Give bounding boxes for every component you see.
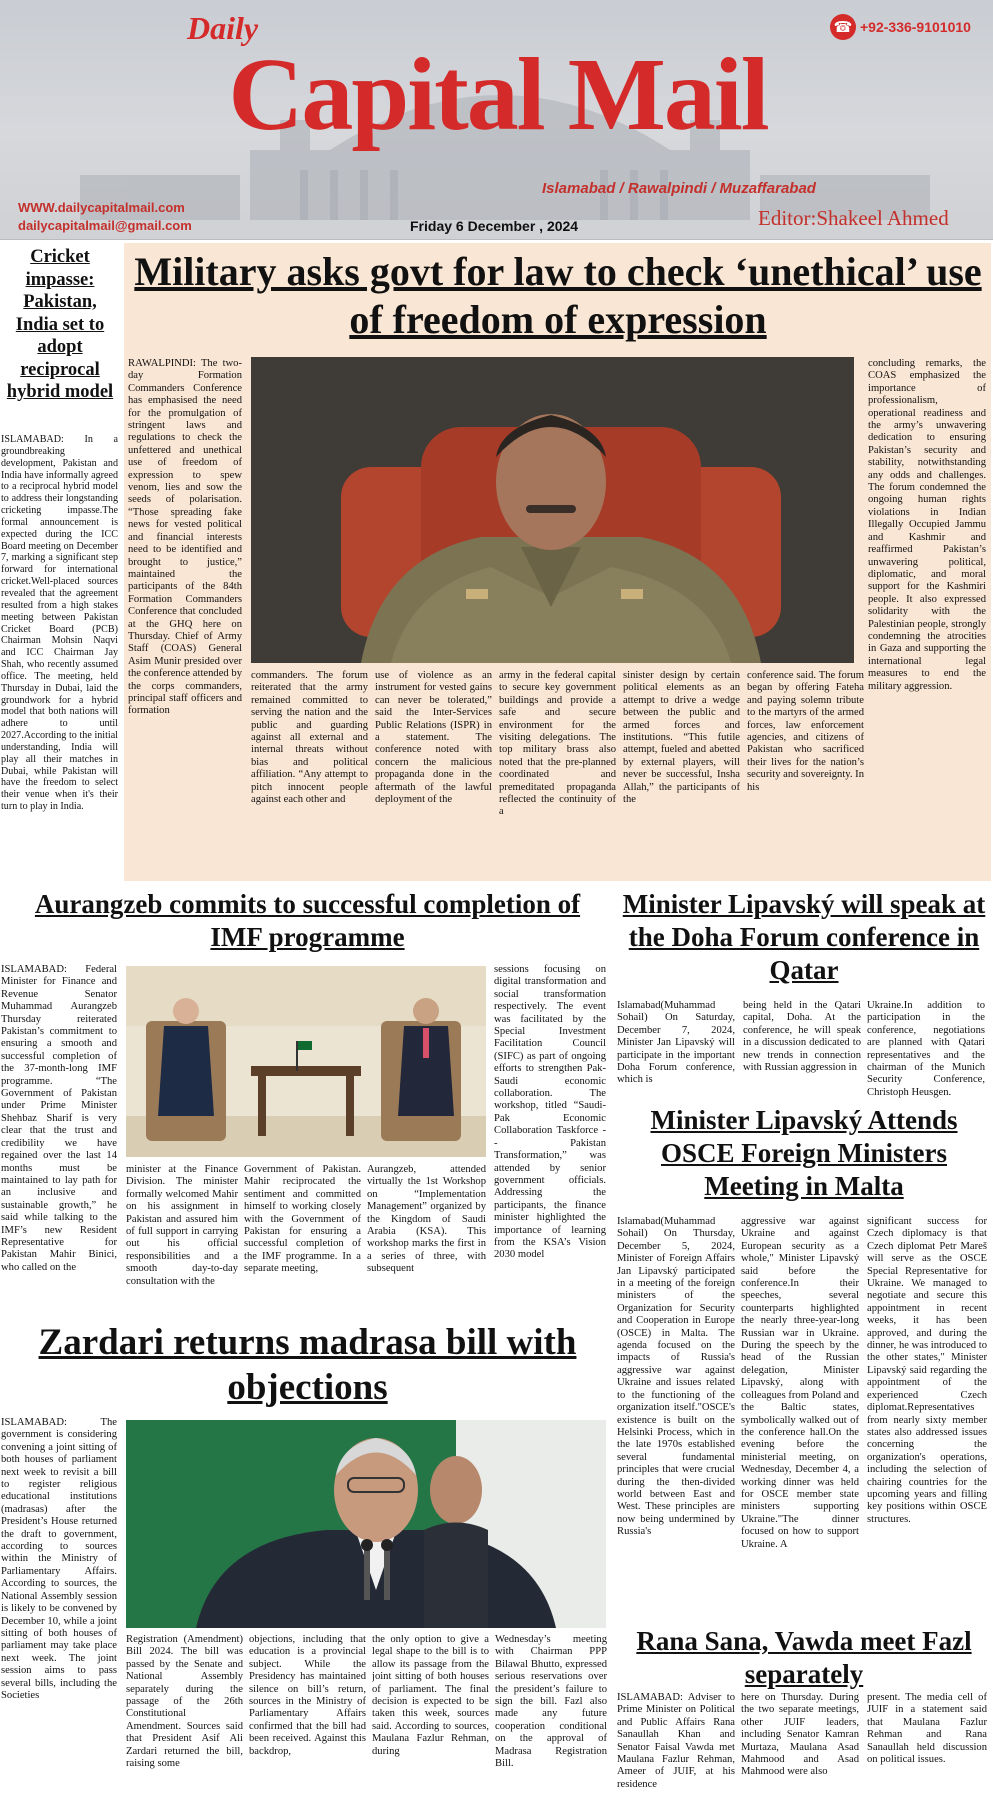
email-link[interactable]: dailycapitalmail@gmail.com bbox=[18, 218, 192, 233]
masthead bbox=[0, 0, 993, 240]
zardari-column-b3: the only option to give a legal shape to the bill is to allow its passage from the joint sitting of both houses of parliament. The final decision is expected to be taken this week, sources said. According to sources, Maulana Fazlur Rehman, during bbox=[372, 1634, 489, 1757]
imf-column-left: ISLAMABAD: Federal Minister for Finance and Revenue Senator Muhammad Aurangzeb Thursday reiterated Pakistan’s commitment to ensuring a smooth and successful completion of the 37-month-long IMF programme. “The Government of Pakistan under Prime Minister Shehbaz Sharif is very clear that the trust and credibility we have regained over the last 14 months must be maintained to lay path for an inclusive and sustainable growth,” he said while talking to the IMF’s new Resident Representative for Pakistan Mahir Binici, who called on the bbox=[1, 964, 117, 1273]
masthead-cities: Islamabad / Rawalpindi / Muzaffarabad bbox=[542, 180, 816, 197]
issue-date: Friday 6 December , 2024 bbox=[410, 218, 579, 234]
imf-column-b2: Government of Pakistan. Mahir reciprocated the sentiment and committed himself to working closely with the Government of Pakistan for ensuring a successful completion of the IMF programme. In a separate meeting, bbox=[244, 1164, 361, 1275]
doha-column-2: being held in the Qatari capital, Doha. At the conference, he will speak in a discussion dedicated to new trends in connection with Russian aggression in bbox=[743, 1000, 861, 1074]
imf-column-right: sessions focusing on digital transformation and social transformation respectively. The event was facilitated by the Special Investment Facilitation Council (SIFC) as part of ongoing efforts to strengthen Pak-Saudi economic collaboration. The workshop, titled “Saudi-Pak Economic Collaboration Taskforce -- Pakistan Transformation,” was attended by senior government officials. Addressing the participants, the finance minister highlighted the importance of learning from the KSA’s Vision 2030 model bbox=[494, 964, 606, 1261]
lead-headline[interactable]: Military asks govt for law to check ‘unethical’ use of freedom of expression bbox=[134, 249, 982, 342]
rana-column-1: ISLAMABAD: Adviser to Prime Minister on Political and Public Affairs Rana Sanaullah Khan and Senator Faisal Vawda met Maulana Fazlur Rehman, Ameer of JUIF, at his residence bbox=[617, 1692, 735, 1790]
osce-column-2: aggressive war against Ukraine and against European security as a whole," Minister Lipavský said before the conference.In their speeches, several counterparts highlighted the nearly three-year-long Russian war in Ukraine. During the speech by the head of the Russian delegation, Minister Lipavský, along with colleagues from Poland and the Baltic states, symbolically walked out of the conference hall.On the evening before the ministerial meeting, on Wednesday, December 4, a working dinner was held for OSCE member state ministers supporting Ukraine."The dinner focused on how to support Ukraine. A bbox=[741, 1216, 859, 1550]
zardari-headline[interactable]: Zardari returns madrasa bill with objections bbox=[38, 1322, 577, 1408]
lead-column-b1: commanders. The forum reiterated that the army remained committed to serving the nation and the public and guarding against all external and internal threats without bias and political affiliation. “Any attempt to pitch innocent people against each other and bbox=[251, 670, 368, 806]
website-link[interactable]: WWW.dailycapitalmail.com bbox=[18, 200, 185, 215]
masthead-title: Capital Mail bbox=[228, 37, 768, 152]
meeting-photo-icon bbox=[126, 966, 486, 1157]
osce-headline[interactable]: Minister Lipavský Attends OSCE Foreign Ministers Meeting in Malta bbox=[650, 1105, 958, 1201]
imf-photo-meeting bbox=[126, 966, 486, 1157]
lead-photo-army-chief bbox=[251, 357, 854, 663]
zardari-column-left: ISLAMABAD: The government is considering convening a joint sitting of both houses of parliament next week to revisit a bill to register religious educational institutions (madrasas) after the President’s House returned the draft to government, according to sources within the Ministry of Parliamentary Affairs. According to sources, the National Assembly session is likely to be convened by December 10, while a joint sitting of both houses of parliament may take place next week. The joint session aims to pass several bills, including the Societies bbox=[1, 1417, 117, 1701]
doha-column-1: Islamabad(Muhammad Sohail) On Saturday, December 7, 2024, Minister Jan Lipavský will participate in the important Doha Forum conference, which is bbox=[617, 1000, 735, 1086]
editor-credit: Editor:Shakeel Ahmed bbox=[758, 206, 949, 230]
lead-column-b5: conference said. The forum began by offering Fateha and paying solemn tribute to the martyrs of the armed forces, law enforcement agencies, and citizens of Pakistan who sacrificed their lives for the nation’s security and sovereignty. In his bbox=[747, 670, 864, 793]
zardari-column-b1: Registration (Amendment) Bill 2024. The bill was passed by the Senate and National Assembly separately during the passage of the 26th Constitutional Amendment. Sources said that President Asif Ali Zardari returned the bill, raising some bbox=[126, 1634, 243, 1770]
osce-column-1: Islamabad(Muhammad Sohail) On Thursday, December 5, 2024, Minister of Foreign Affairs Jan Lipavský participated in a meeting of the foreign ministers of the Organization for Security and Cooperation in Europe (OSCE) in Malta. The agenda focused on the impacts of Russia's aggressive war against Ukraine and issues related to the functioning of the organization itself."OSCE's existence is built on the Helsinki Process, which in the late 1970s established several fundamental principles that were crucial during the then-divided world between East and West. These principles are now being undermined by Russia's bbox=[617, 1216, 735, 1538]
zardari-column-b2: objections, including that education is a provincial subject. While the Presidency has maintained silence on bill’s return, sources in the Ministry of Parliamentary Affairs confirmed that the bill had been received. Against this backdrop, bbox=[249, 1634, 366, 1757]
imf-headline[interactable]: Aurangzeb commits to successful completion of IMF programme bbox=[34, 889, 581, 952]
osce-column-3: significant success for Czech diplomacy is that Czech diplomat Petr Mareš will serve as the OSCE Special Representative for Ukraine. We managed to negotiate and secure this appointment in recent weeks, it has been approved, and during the dinner, he was introduced to the other states," Minister Lipavský said regarding the appointment of the experienced Czech diplomat.Representatives from nearly sixty member states also addressed issues concerning the organization's operations, including the selection of chairing countries for the upcoming years and filling key positions within OSCE structures. bbox=[867, 1216, 987, 1525]
cricket-body: ISLAMABAD: In a groundbreaking development, Pakistan and India have informally agreed to a reciprocal hybrid model to address their longstanding cricketing impasse.The formal announcement is expected during the ICC Board meeting on December 7, marking a significant step forward for international cricket.Well-placed sources revealed that the agreement resulted from a high stakes meeting between Pakistan Cricket Board (PCB) Chairman Mohsin Naqvi and ICC Chairman Jay Shah, who recently assumed office. The meeting, held Thursday in Dubai, laid the groundwork for a hybrid model that both nations will adhere to until 2027.According to the initial understanding, India will play all their matches in Dubai, while Pakistan will have the freedom to select their venue when it's their turn to play in India. bbox=[1, 434, 118, 813]
phone-block bbox=[830, 14, 971, 40]
lead-column-right: concluding remarks, the COAS emphasized the importance of professionalism, operational readiness and the army’s unwavering dedication to ensuring Pakistan’s security and stability, notwithstanding any odds and challenges. The forum condemned the ongoing human rights violations in Indian Illegally Occupied Jammu and Kashmir and reaffirmed Pakistan’s unwavering political, diplomatic, and moral support for the Kashmiri people. It also expressed solidarity with the Palestinian people, strongly condemning the atrocities in Gaza and supporting the international legal measures to end the military aggression. bbox=[868, 358, 986, 692]
lead-column-b2: use of violence as an instrument for vested gains can never be tolerated,” said the Inter-Services Public Relations (ISPR) in a statement. The conference noted with concern the malicious propaganda done in the aftermath of the lawful deployment of the bbox=[375, 670, 492, 806]
army-chief-portrait-icon bbox=[251, 357, 854, 663]
rana-headline[interactable]: Rana Sana, Vawda meet Fazl separately bbox=[636, 1626, 972, 1689]
doha-column-3: Ukraine.In addition to participation in the conference, negotiations are planned with Qatari representatives and the chairman of the Munich Security Conference, Christoph Heusgen. bbox=[867, 1000, 985, 1098]
rana-column-2: here on Thursday. During the two separate meetings, other JUIF leaders, including Senator Kamran Murtaza, Maulana Asad Mahmood and Asad Mahmood were also bbox=[741, 1692, 859, 1778]
lead-column-b4: sinister design by certain political elements as an attempt to drive a wedge between the public and armed forces and institutions. “This futile attempt, fueled and abetted by external players, will never be successful, Insha Allah,” the participants of the bbox=[623, 670, 740, 806]
phone-number: +92-336-9101010 bbox=[860, 19, 971, 35]
zardari-photo bbox=[126, 1420, 606, 1628]
masthead-daily: Daily bbox=[187, 10, 259, 46]
phone-icon: ☎ bbox=[830, 14, 856, 40]
zardari-column-b4: Wednesday’s meeting with Chairman PPP Bilawal Bhutto, expressed serious reservations over the president’s failure to sign the bill. Fazl also made any future cooperation conditional on the approval of Madrasa Registration Bill. bbox=[495, 1634, 607, 1770]
cricket-headline[interactable]: Cricket impasse: Pakistan, India set to adopt reciprocal hybrid model bbox=[6, 247, 114, 402]
imf-column-b1: minister at the Finance Division. The minister formally welcomed Mahir on his assignment in Pakistan and assured him of full support in carrying out his official responsibilities and a smooth day-to-day consultation with the bbox=[126, 1164, 238, 1287]
rana-column-3: present. The media cell of JUIF in a statement said that Maulana Fazlur Rehman and Rana Sanaullah held discussion on political issues. bbox=[867, 1692, 987, 1766]
doha-headline[interactable]: Minister Lipavský will speak at the Doha Forum conference in Qatar bbox=[622, 889, 986, 985]
imf-column-b3: Aurangzeb, attended virtually the 1st Workshop on “Implementation Management” organized by the Kingdom of Saudi Arabia (KSA). This workshop marks the first in a series of three, with subsequent bbox=[367, 1164, 486, 1275]
president-portrait-icon bbox=[126, 1420, 606, 1628]
lead-column-left: RAWALPINDI: The two-day Formation Commanders Conference has emphasised the need for the promulgation of stringent laws and regulations to check the unfettered and unethical use of freedom of expression to spew venom, lies and sow the seeds of polarisation. “Those spreading fake news for vested political and financial interests need to be identified and brought to justice,” maintained the participants of the 84th Formation Commanders Conference that concluded at the GHQ here on Thursday. Chief of Army Staff (COAS) General Asim Munir presided over the conference attended by the corps commanders, principal staff officers and formation bbox=[128, 358, 242, 717]
lead-column-b3: army in the federal capital to secure key government buildings and provide a safe and secure environment for the visiting delegations. The top military brass also noted that the pre-planned coordinated and premeditated propaganda reflected the continuity of a bbox=[499, 670, 616, 818]
